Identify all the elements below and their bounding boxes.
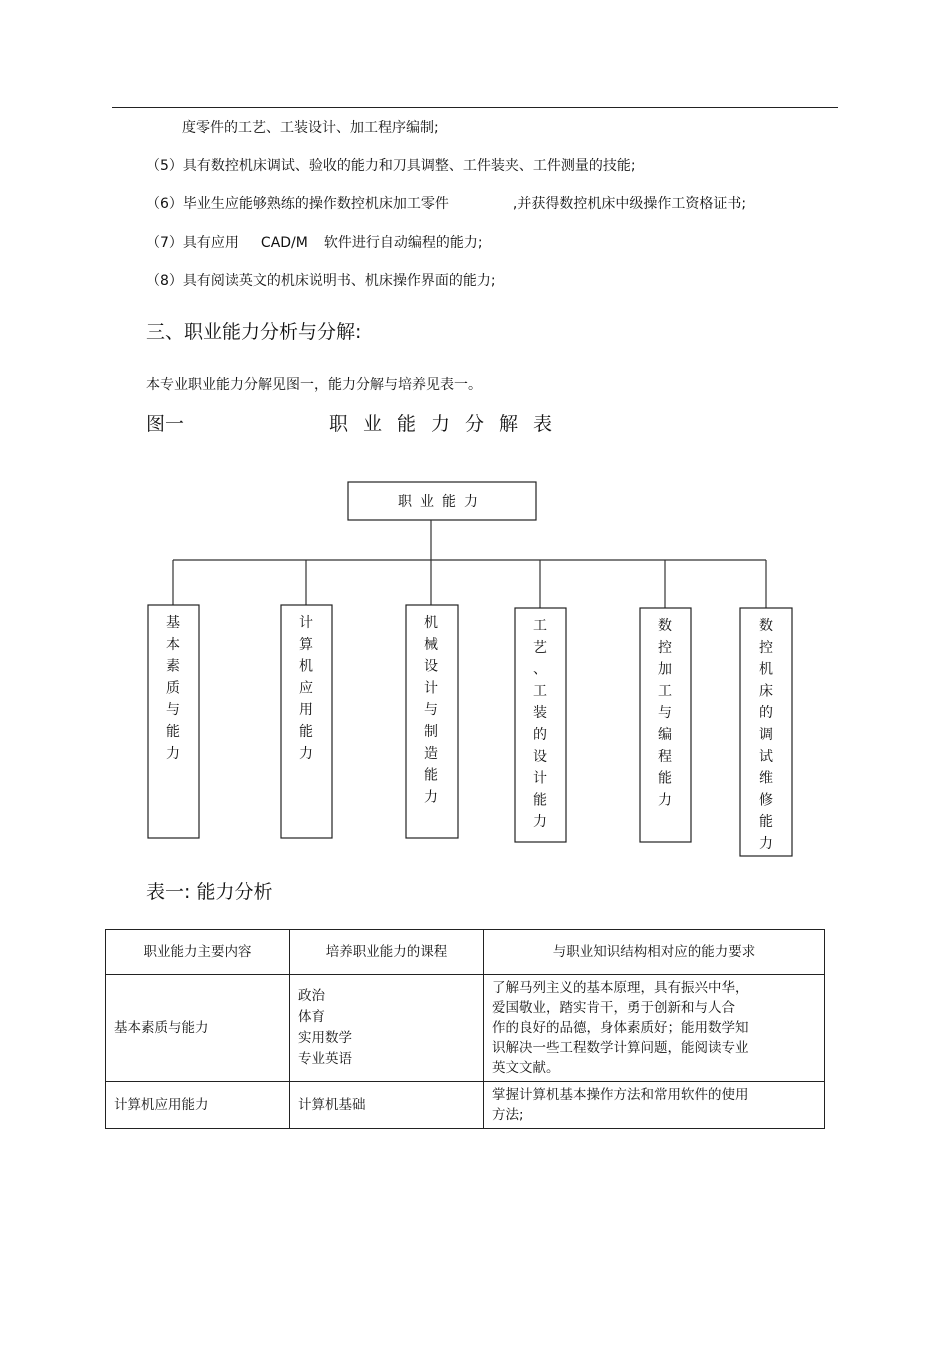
course-item: 实用数学 (298, 1030, 352, 1046)
header-cell: 与职业知识结构相对应的能力要求 (484, 930, 825, 975)
intro-line-3-part-a: （6）毕业生应能够熟练的操作数控机床加工零件 (146, 196, 449, 212)
header-cell: 职业能力主要内容 (106, 930, 290, 975)
branch-label: 工艺、工装的设计能力 (533, 618, 547, 831)
branch-label: 数控加工与编程能力 (658, 618, 672, 809)
org-chart (0, 470, 950, 870)
intro-line-4-part-c: 软件进行自动编程的能力; (323, 235, 483, 251)
requirement-line: 爱国敬业，踏实肯干，勇于创新和与人合 (492, 1000, 735, 1016)
course-item: 政治 (298, 988, 325, 1004)
figure-label: 图一 (146, 413, 185, 435)
section-heading: 三、职业能力分析与分解: (146, 321, 362, 343)
requirement-line: 方法; (492, 1107, 524, 1123)
header-cell: 培养职业能力的课程 (290, 930, 484, 975)
courses-cell (290, 1082, 484, 1129)
course-item: 体育 (298, 1009, 325, 1025)
requirements-cell (484, 1082, 825, 1129)
ability-table (105, 929, 825, 1129)
course-item: 专业英语 (298, 1051, 352, 1067)
branch-label: 数控机床的调试维修能力 (759, 618, 773, 852)
intro-line-1: 度零件的工艺、工装设计、加工程序编制; (182, 120, 439, 136)
intro-line-3-part-b: ,并获得数控机床中级操作工资格证书; (512, 196, 747, 212)
courses-cell (290, 975, 484, 1082)
section-intro: 本专业职业能力分解见图一，能力分解与培养见表一。 (146, 377, 482, 393)
branch-label: 机械设计与制造能力 (424, 615, 438, 806)
figure-title: 职业能力分解表 (329, 413, 568, 435)
branch-label: 基本素质与能力 (166, 615, 180, 762)
table-header-row (106, 930, 825, 975)
intro-line-4-part-b: CAD/M (260, 235, 308, 251)
ability-cell: 计算机应用能力 (106, 1082, 290, 1129)
requirement-line: 英文文献。 (492, 1060, 560, 1076)
table-label: 表一: 能力分析 (146, 881, 273, 903)
root-label: 职业能力 (398, 494, 486, 510)
header-rule (112, 107, 838, 108)
intro-line-5: （8）具有阅读英文的机床说明书、机床操作界面的能力; (146, 273, 496, 289)
requirement-line: 掌握计算机基本操作方法和常用软件的使用 (492, 1087, 749, 1103)
ability-cell: 基本素质与能力 (106, 975, 290, 1082)
requirements-cell (484, 975, 825, 1082)
branches (148, 560, 792, 856)
requirement-line: 了解马列主义的基本原理，具有振兴中华， (492, 980, 749, 996)
requirement-line: 识解决一些工程数学计算问题，能阅读专业 (492, 1040, 749, 1056)
table-row (106, 975, 825, 1082)
intro-line-2: （5）具有数控机床调试、验收的能力和刀具调整、工件装夹、工件测量的技能; (146, 158, 636, 174)
intro-line-3 (146, 193, 746, 213)
intro-line-4 (146, 232, 483, 252)
table-row (106, 1082, 825, 1129)
intro-line-4-part-a: （7）具有应用 (146, 235, 239, 251)
course-item: 计算机基础 (298, 1096, 366, 1113)
requirement-line: 作的良好的品德，身体素质好；能用数学知 (492, 1020, 749, 1036)
branch-label: 计算机应用能力 (299, 615, 313, 762)
